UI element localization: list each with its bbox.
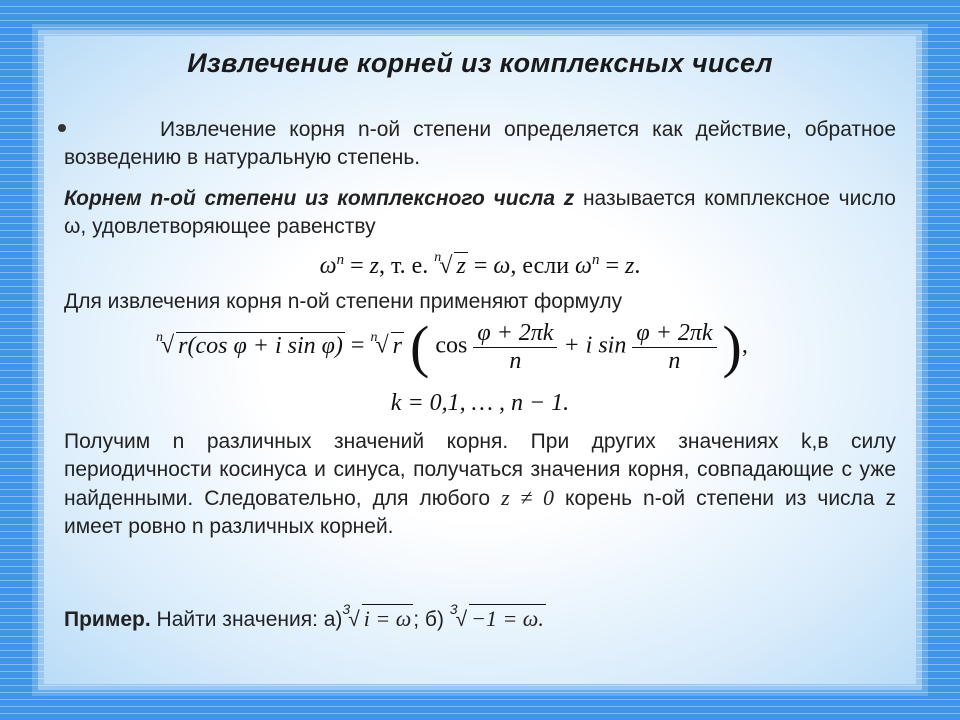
formula-left-radicand: r(cos φ + i sin φ) bbox=[178, 332, 343, 359]
formula-cos: cos bbox=[435, 332, 468, 359]
root-definition-term: Корнем n-ой степени из комплексного числа z bbox=[64, 187, 575, 210]
paragraph-conclusion: Получим n различных значений корня. При других значениях k,в силу периодичности косинуса и синуса, получаться значения корня, совпадающие с уже найденными. Следовательно, для любого z ≠ 0 корень n-ой степени из числа z имеет ровно n различных корней. bbox=[64, 430, 896, 538]
paragraph-root-definition bbox=[64, 185, 896, 241]
paragraph-formula-intro: Для извлечения корня n-ой степени применяют формулу bbox=[64, 290, 623, 313]
slide-title: Извлечение корней из комплексных чисел bbox=[187, 48, 773, 78]
example-b-math: −1 = ω. bbox=[471, 606, 544, 631]
paragraph-definition: Извлечение корня n-ой степени определяется как действие, обратное возведению в натуральную степень. bbox=[64, 118, 896, 169]
paragraph-example: Пример. Найти значения: а)$^3$√ i = ω; б) $^3$√ −1 = ω. bbox=[64, 601, 544, 631]
root-definition-rest: называется комплексное число ω, удовлетворяющее равенству bbox=[64, 187, 896, 238]
formula-fraction-1: $\frac{\varphi + 2\pi k}{n}$ bbox=[473, 320, 557, 375]
k-range: k = 0,1, … , n − 1. bbox=[390, 390, 570, 416]
formula-isin: + i sin bbox=[563, 332, 627, 359]
de-moivre-root-formula: $^n$√ r(cos φ + i sin φ) = $^n$√ r ( cos $\frac{\varphi + 2\pi k}{n}$ + i sin $\frac{\varphi + 2\pi k}{n}$ ), bbox=[156, 314, 748, 379]
equation-omega: $\omega^n = z$, т. е. $^n$√ z = ω, если $\omega^n = z$. bbox=[319, 250, 641, 279]
example-label: Пример. bbox=[64, 608, 151, 631]
formula-fraction-2: $\frac{\varphi + 2\pi k}{n}$ bbox=[632, 320, 716, 375]
example-a-math: i = ω bbox=[363, 606, 412, 631]
formula-modulus-root: r bbox=[392, 332, 402, 359]
z-nonzero-math: z ≠ 0 bbox=[501, 485, 555, 510]
